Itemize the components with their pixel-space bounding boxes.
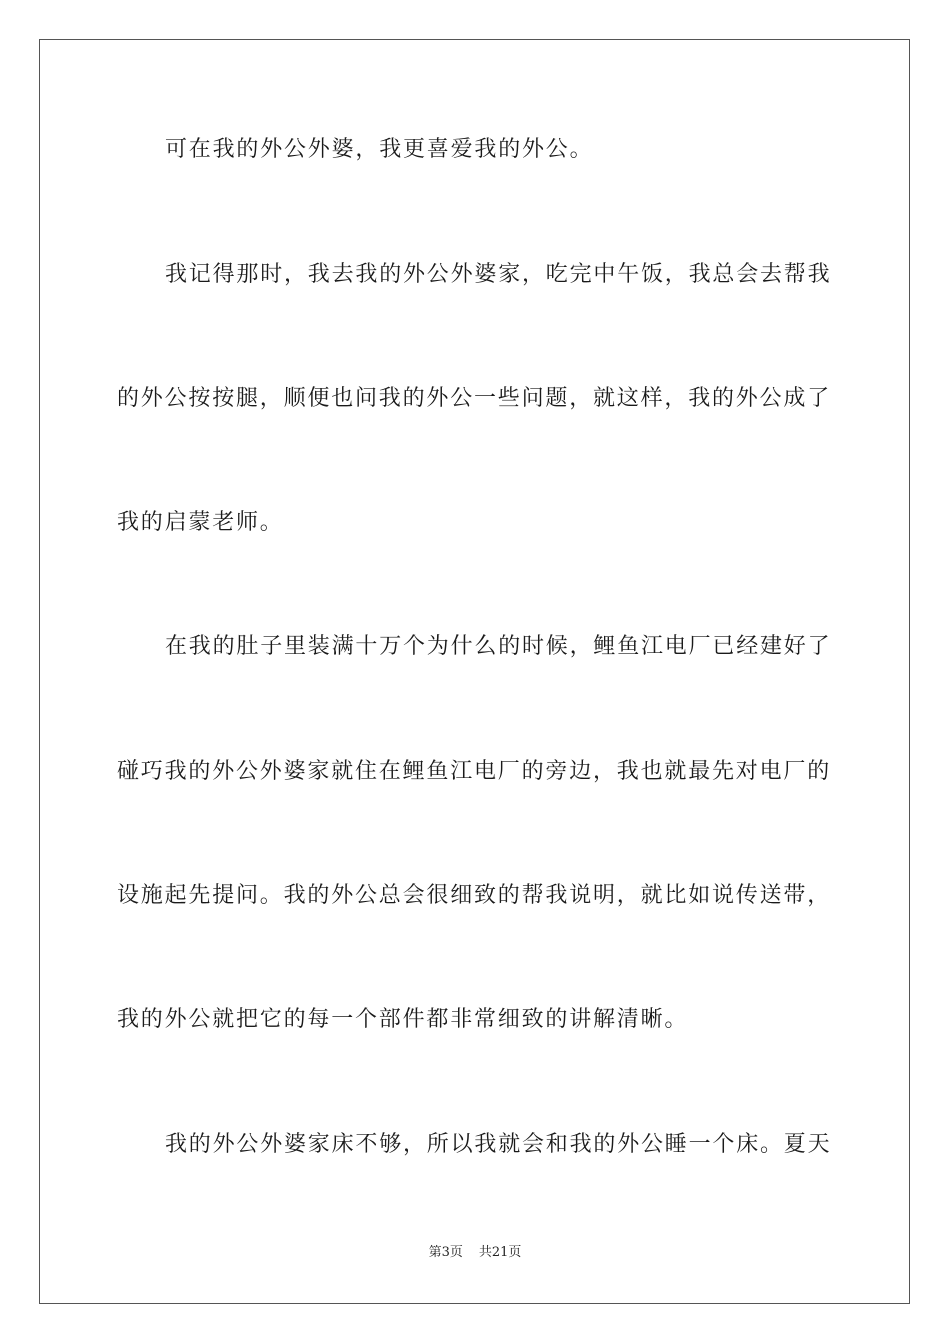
text-line: 的外公按按腿，顺便也问我的外公一些问题，就这样，我的外公成了 — [117, 386, 832, 411]
text-line: 在我的肚子里装满十万个为什么的时候，鲤鱼江电厂已经建好了 — [165, 634, 832, 659]
page-footer — [0, 1245, 950, 1261]
text-line: 我的外公就把它的每一个部件都非常细致的讲解清晰。 — [117, 1007, 689, 1032]
page-total: 共21页 — [478, 1245, 522, 1260]
text-line: 我记得那时，我去我的外公外婆家，吃完中午饭，我总会去帮我 — [165, 262, 832, 287]
page-border — [39, 39, 910, 1304]
text-line: 我的启蒙老师。 — [117, 510, 284, 535]
text-line: 我的外公外婆家床不够，所以我就会和我的外公睡一个床。夏天 — [165, 1132, 832, 1157]
text-line: 设施起先提问。我的外公总会很细致的帮我说明，就比如说传送带， — [117, 883, 832, 908]
page-number: 第3页 — [428, 1245, 463, 1260]
text-line: 可在我的外公外婆，我更喜爱我的外公。 — [165, 137, 594, 162]
text-line: 碰巧我的外公外婆家就住在鲤鱼江电厂的旁边，我也就最先对电厂的 — [117, 759, 832, 784]
